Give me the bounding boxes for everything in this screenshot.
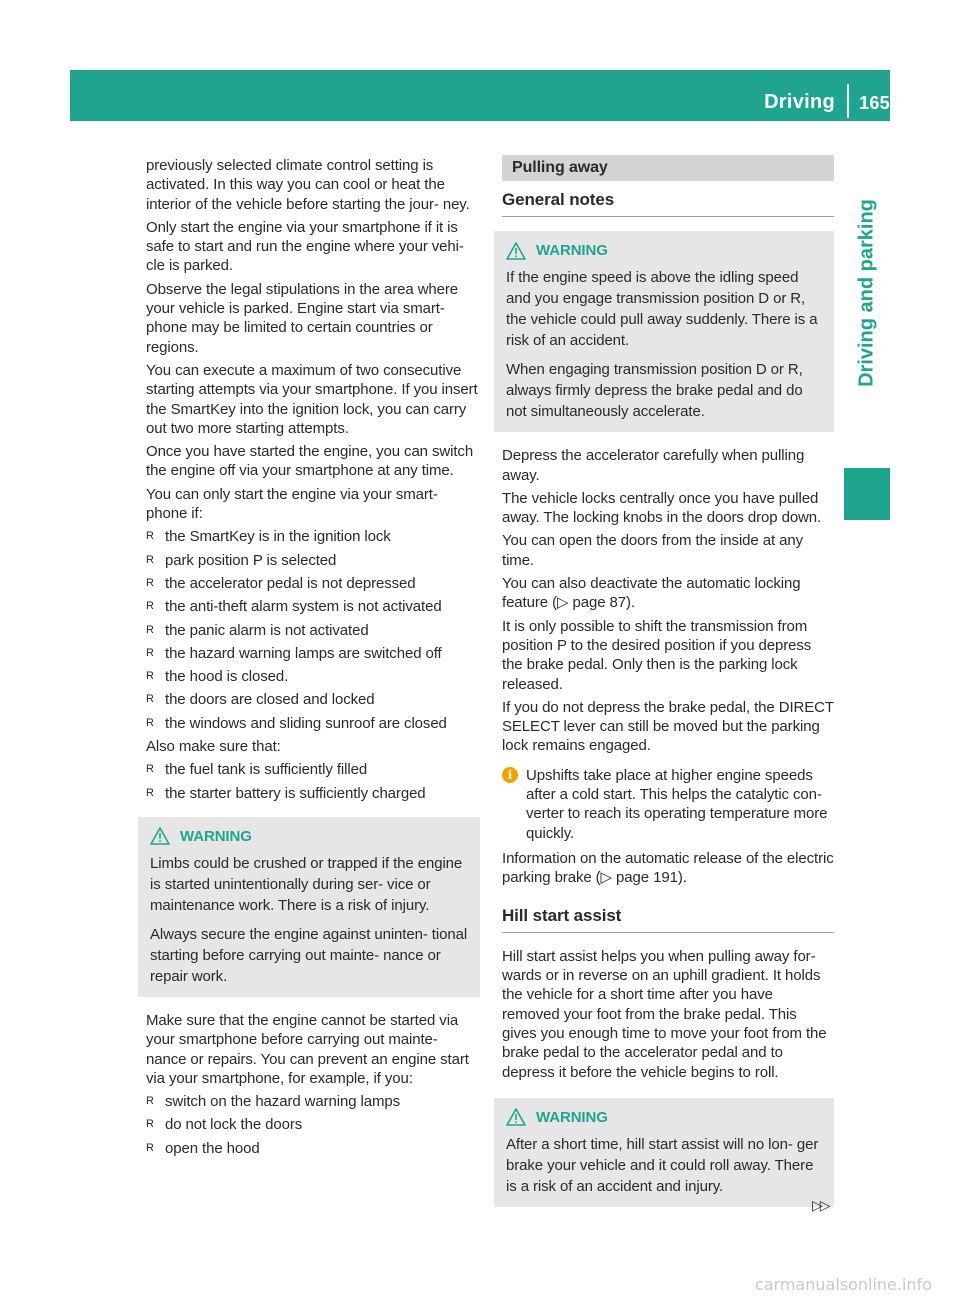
warning-header: [150, 826, 468, 847]
list-item: R the SmartKey is in the ignition lock: [146, 528, 391, 546]
bullet-marker: R: [146, 716, 154, 729]
bullet-marker: R: [146, 1118, 154, 1131]
paragraph: Information on the automatic release of the electric parking brake (▷ page 191).: [502, 849, 834, 887]
warning-text: Limbs could be crushed or trapped if the engine is started unintentionally during ser- vice or maintenance work. There is a risk of injury.: [150, 854, 463, 914]
warning-title: WARNING: [536, 242, 608, 260]
subsection-heading: Hill start assist: [502, 906, 834, 933]
paragraph: previously selected climate control setting is activated. In this way you can cool or heat the interior of the vehicle before starting the jour- ney.: [146, 157, 470, 213]
list-item: R the panic alarm is not activated: [146, 621, 369, 639]
paragraph: The vehicle locks centrally once you have pulled away. The locking knobs in the doors drop down.: [502, 489, 822, 527]
paragraph: Also make sure that:: [146, 738, 281, 756]
bullet-marker: R: [146, 646, 154, 659]
list-item: R open the hood: [146, 1139, 260, 1157]
list-item: R the starter battery is sufficiently charged: [146, 784, 426, 802]
bullet-marker: R: [146, 693, 154, 706]
paragraph: You can also deactivate the automatic locking feature (▷ page 87).: [502, 575, 801, 612]
warning-text: If the engine speed is above the idling speed and you engage transmission position D or R, the vehicle could pull away suddenly. There is a risk of an accident.: [506, 269, 818, 350]
paragraph: You can execute a maximum of two consecutive starting attempts via your smartphone. If you insert the SmartKey into the ignition lock, you can carry out two more starting attempts.: [146, 361, 478, 437]
list-item: R do not lock the doors: [146, 1116, 303, 1134]
warning-text: After a short time, hill start assist will no lon- ger brake your vehicle and it could roll away. There is a risk of an accident and injury.: [506, 1135, 819, 1195]
bullet-marker: R: [146, 1141, 154, 1154]
paragraph: Depress the accelerator carefully when pulling away.: [502, 447, 805, 484]
page-number: 165: [859, 93, 890, 113]
start-conditions-list: [146, 527, 480, 733]
list-item: R the windows and sliding sunroof are closed: [146, 714, 447, 732]
paragraph: If you do not depress the brake pedal, the DIRECT SELECT lever can still be moved but the parking lock remains engaged.: [502, 698, 834, 755]
paragraph: You can only start the engine via your smart- phone if:: [146, 485, 438, 523]
paragraph: Observe the legal stipulations in the area where your vehicle is parked. Engine start via smart- phone may be limited to certain countries or regions.: [146, 280, 459, 356]
list-item: R the hood is closed.: [146, 668, 289, 686]
info-text: Upshifts take place at higher engine speeds after a cold start. This helps the catalytic con- verter to reach its operating temperature more quickly.: [526, 766, 828, 842]
warning-text: When engaging transmission position D or R, always firmly depress the brake pedal and do not simultaneously accelerate.: [506, 361, 803, 421]
chapter-side-tab: [844, 121, 890, 466]
continued-arrow-icon: ▷▷: [812, 1197, 828, 1213]
right-column: [502, 155, 834, 1221]
bullet-marker: R: [146, 786, 154, 799]
section-heading-bar: Pulling away: [502, 155, 834, 181]
prevent-start-list: [146, 1092, 480, 1158]
warning-header: [506, 240, 822, 261]
list-item: R the fuel tank is sufficiently filled: [146, 761, 368, 779]
bullet-marker: R: [146, 553, 154, 566]
bullet-marker: R: [146, 576, 154, 589]
warning-box: [494, 1098, 834, 1207]
paragraph: You can open the doors from the inside at any time.: [502, 532, 803, 569]
warning-title: WARNING: [536, 1108, 608, 1126]
warning-triangle-icon: [506, 1108, 526, 1126]
section-title: Driving: [764, 91, 836, 113]
list-item: R the accelerator pedal is not depressed: [146, 574, 416, 592]
list-item: R the hazard warning lamps are switched off: [146, 644, 442, 662]
paragraph: It is only possible to shift the transmission from position P to the desired position if you depress the brake pedal. Only then is the parking lock released.: [502, 617, 812, 693]
bullet-marker: R: [146, 530, 154, 543]
warning-header: [506, 1107, 822, 1128]
bullet-marker: R: [146, 1095, 154, 1108]
chapter-marker-block: [844, 468, 890, 520]
bullet-marker: R: [146, 670, 154, 683]
list-item: R the doors are closed and locked: [146, 691, 375, 709]
warning-title: WARNING: [180, 827, 252, 845]
subsection-heading: General notes: [502, 190, 834, 217]
bullet-marker: R: [146, 763, 154, 776]
list-item: R park position P is selected: [146, 551, 337, 569]
bullet-marker: R: [146, 600, 154, 613]
paragraph: Only start the engine via your smartphone if it is safe to start and run the engine where your vehi- cle is parked.: [146, 218, 464, 275]
list-item: R switch on the hazard warning lamps: [146, 1093, 401, 1111]
warning-box: [138, 817, 480, 997]
bullet-marker: R: [146, 623, 154, 636]
running-header: [764, 84, 890, 114]
header-divider: [847, 84, 849, 118]
watermark: carmanualsonline.info: [754, 1275, 932, 1294]
list-item: R the anti-theft alarm system is not activated: [146, 598, 442, 616]
checks-list: [146, 760, 480, 803]
paragraph: Once you have started the engine, you can switch the engine off via your smartphone at any time.: [146, 443, 474, 480]
warning-box: [494, 231, 834, 432]
info-icon: i: [502, 767, 518, 783]
paragraph: Hill start assist helps you when pulling away for- wards or in reverse on an uphill gradient. It holds the vehicle for a short time after you have removed your foot from the brake pedal. This gives you enough time to move your foot from the brake pedal to the accelerator pedal and to depress it before the vehicle begins to roll.: [502, 947, 827, 1081]
left-column: [146, 156, 480, 1162]
info-note: [502, 766, 834, 843]
warning-triangle-icon: [506, 242, 526, 260]
chapter-title: Driving and parking: [855, 199, 878, 387]
paragraph: Make sure that the engine cannot be started via your smartphone before carrying out mainte- nance or repairs. You can prevent an engine start via your smartphone, for example, if you:: [146, 1011, 469, 1087]
warning-text: Always secure the engine against uninten- tional starting before carrying out mainte- nance or repair work.: [150, 925, 468, 985]
warning-triangle-icon: [150, 827, 170, 845]
